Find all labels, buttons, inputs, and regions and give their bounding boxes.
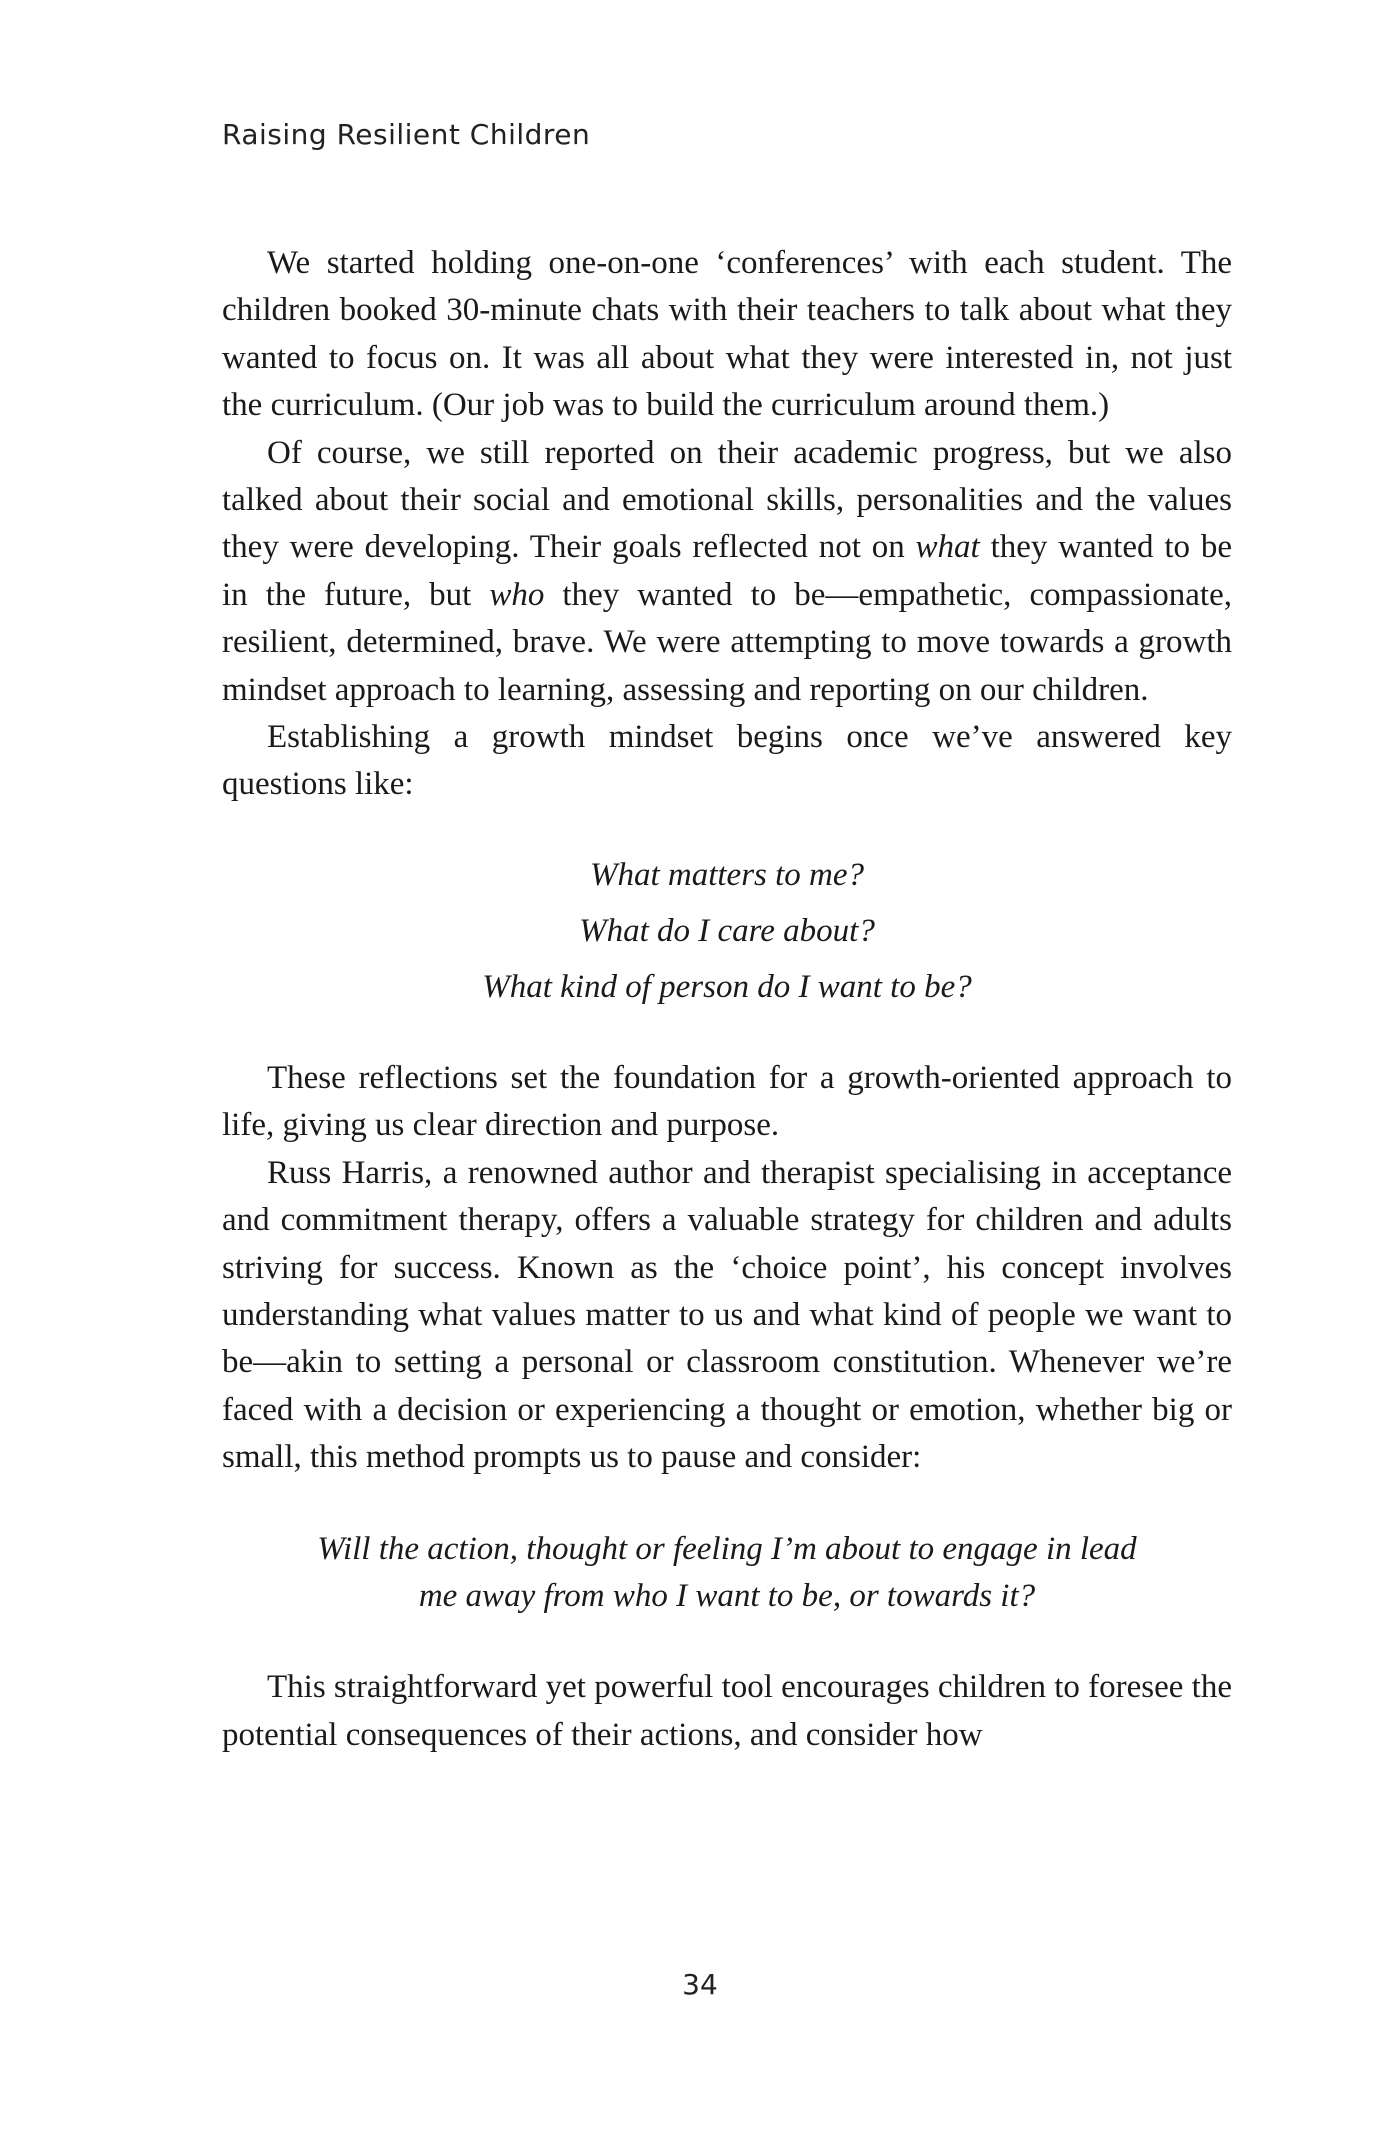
question-line: What kind of person do I want to be? (482, 968, 972, 1005)
emphasis-who: who (489, 576, 545, 613)
paragraph-russ-harris: Russ Harris, a renowned author and therapist specialising in acceptance and commitment therapy, offers a valuable strategy for children and adults striving for success. Known as the ‘choice point’, his concept involves understanding what values matter to us and what kind of people we want to be—akin to setting a personal or classroom constitution. Whenever we’re faced with a decision or experiencing a thought or emotion, whether big or small, this method prompts us to pause and consider: (222, 1154, 1232, 1476)
paragraph-text: Of course, we still reported on their academic progress, but we also talked about their social and emotional skills, personalities and the values they were developing. Their goals reflected not on (222, 434, 1232, 566)
question-line: What do I care about? (579, 912, 875, 949)
key-questions (222, 847, 1232, 1015)
paragraph-growth-mindset: Establishing a growth mindset begins once we’ve answered key questions like: (222, 719, 1232, 803)
choice-point-line: me away from who I want to be, or towards it? (418, 1577, 1036, 1614)
emphasis-what: what (915, 529, 980, 566)
body-text (222, 240, 1232, 1759)
paragraph-academic-progress (222, 430, 1232, 714)
paragraph-reflections: These reflections set the foundation for a growth-oriented approach to life, giving us clear direction and purpose. (222, 1059, 1232, 1144)
paragraph-tool: This straightforward yet powerful tool encourages children to foresee the potential consequences of their actions, and consider how (222, 1669, 1232, 1753)
question-line: What matters to me? (589, 856, 865, 893)
paragraph-text: they wanted to be in the future, but (222, 529, 1232, 613)
page-number: 34 (682, 1968, 718, 2001)
paragraph-text: they wanted to be—empathetic, compassionate, resilient, determined, brave. We were attempting to move towards a growth mindset approach to learning, assessing and reporting on our children. (222, 576, 1232, 708)
paragraph-conferences: We started holding one-on-one ‘conferences’ with each student. The children booked 30-minute chats with their teachers to talk about what they wanted to focus on. It was all about what they were interested in, not just the curriculum. (Our job was to build the curriculum around them.) (222, 245, 1232, 424)
choice-point-question (222, 1526, 1232, 1621)
choice-point-line: Will the action, thought or feeling I’m about to engage in lead (317, 1530, 1137, 1567)
running-header: Raising Resilient Children (222, 118, 591, 151)
